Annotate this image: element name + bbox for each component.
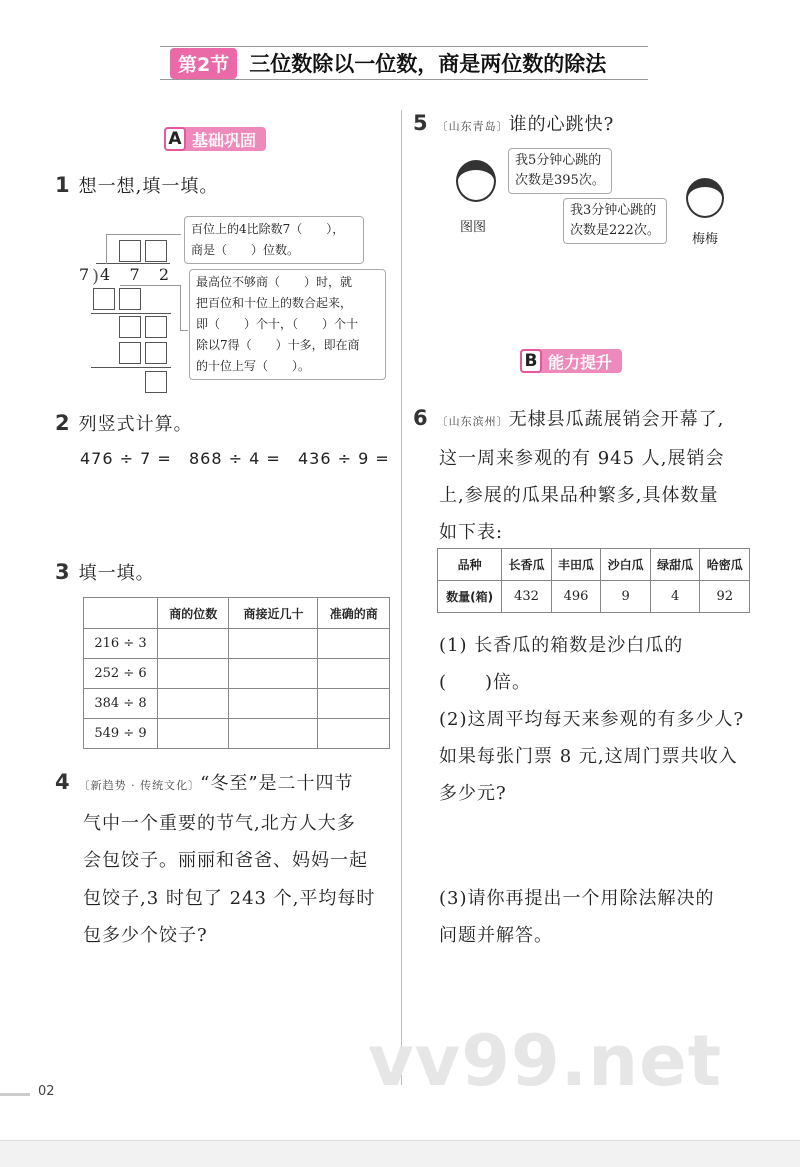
text: 百位上的4比除数7（ ）， — [191, 222, 345, 236]
element — [55, 764, 375, 805]
answer-box[interactable] — [119, 342, 141, 364]
question-3 — [55, 559, 155, 585]
text: 4 — [650, 581, 700, 613]
element — [438, 549, 750, 613]
section-badge: 第2节 — [170, 48, 237, 79]
text: 549 ÷ 9 — [84, 719, 158, 749]
element — [91, 313, 171, 314]
blank-cell[interactable] — [229, 719, 318, 749]
text: 次数是222次。 — [570, 223, 660, 238]
text: 5 — [413, 111, 429, 135]
text: 包多少个饺子? — [83, 925, 208, 946]
watermark: vv99.net — [368, 1020, 723, 1102]
divisor: 7 — [79, 265, 91, 284]
element — [120, 285, 180, 286]
text: (2)这周平均每天来参观的有多少人? — [439, 709, 745, 730]
question-2 — [55, 410, 193, 436]
text: 〔山东滨州〕 — [436, 415, 509, 428]
text: ( )倍。 — [439, 672, 532, 693]
blank-cell[interactable] — [318, 689, 390, 719]
blank-cell[interactable] — [229, 689, 318, 719]
level-b-header — [520, 349, 622, 373]
element — [84, 598, 390, 629]
column-divider — [401, 110, 402, 1085]
blank-cell[interactable] — [318, 629, 390, 659]
element — [180, 285, 181, 330]
boy-speech-bubble — [508, 148, 612, 194]
answer-box[interactable] — [119, 288, 141, 310]
text: 384 ÷ 8 — [84, 689, 158, 719]
text: 谁的心跳快? — [508, 114, 615, 135]
text: 数量(箱) — [438, 581, 502, 613]
element — [84, 659, 390, 689]
question-number: 1 — [55, 173, 71, 197]
blank-cell[interactable] — [158, 659, 229, 689]
text: 〔山东青岛〕 — [436, 120, 509, 133]
element — [106, 234, 107, 264]
division-bracket: ) — [92, 266, 100, 287]
answer-box[interactable] — [119, 240, 141, 262]
bottom-band — [0, 1140, 800, 1167]
text: 包饺子,3 时包了 243 个,平均每时 — [83, 887, 376, 909]
level-a-header — [164, 127, 266, 151]
expression: 476 ÷ 7 = — [80, 449, 172, 468]
text: 〔新趋势 · 传统文化〕 — [78, 779, 201, 792]
text: 7 — [129, 265, 141, 284]
text: 商的位数 — [158, 598, 229, 629]
element — [96, 263, 170, 264]
text: 列竖式计算。 — [78, 414, 193, 435]
text: 2 — [158, 265, 171, 284]
blank-cell[interactable] — [318, 659, 390, 689]
boy-name: 图图 — [460, 220, 487, 235]
level-b-title: 能力提升 — [548, 352, 613, 372]
text: 3 — [55, 560, 71, 584]
girl-name: 梅梅 — [692, 232, 719, 247]
girl-speech-bubble — [563, 198, 667, 244]
text: 我3分钟心跳的 — [570, 203, 657, 218]
text: 准确的商 — [318, 598, 390, 629]
blank-cell[interactable] — [318, 719, 390, 749]
question-text: 想一想,填一填。 — [78, 176, 219, 197]
sub-question-3 — [439, 880, 715, 954]
dividend — [100, 265, 170, 284]
answer-box[interactable] — [145, 342, 167, 364]
text: 432 — [502, 581, 552, 613]
element — [438, 581, 750, 613]
girl-illustration — [686, 178, 724, 218]
text: “冬至”是二十四节 — [200, 773, 354, 794]
fill-table — [83, 597, 390, 749]
question-1 — [55, 172, 218, 198]
element — [84, 719, 390, 749]
answer-box[interactable] — [93, 288, 115, 310]
section-header — [160, 46, 648, 80]
text: 无棣县瓜蔬展销会开幕了, — [508, 409, 725, 430]
text: 会包饺子。丽丽和爸爸、妈妈一起 — [83, 850, 368, 871]
blank-cell[interactable] — [158, 689, 229, 719]
text: 这一周来参观的有 945 人,展销会 — [439, 448, 725, 469]
question-4 — [55, 764, 375, 955]
text: 把百位和十位上的数合起来， — [196, 296, 353, 310]
text — [84, 598, 158, 629]
text: 即（ ）个十，（ ）个十 — [196, 317, 359, 331]
element — [84, 629, 390, 659]
question-5 — [413, 110, 614, 136]
text: 气中一个重要的节气,北方人大多 — [83, 812, 356, 834]
text: 如下表: — [439, 522, 504, 543]
level-a-letter: A — [164, 127, 186, 151]
text: 除以7得（ ）十多，即在商 — [196, 338, 360, 352]
text: 商是（ ）位数。 — [191, 243, 300, 257]
text: 最高位不够商（ ）时，就 — [196, 275, 353, 289]
text: 我5分钟心跳的 — [515, 153, 602, 168]
page-number-bar — [0, 1093, 30, 1096]
text: 沙白瓜 — [601, 549, 651, 581]
element — [180, 330, 188, 331]
text: 如果每张门票 8 元,这周门票共收入 — [439, 746, 738, 767]
melon-table — [437, 548, 750, 613]
text: 多少元? — [439, 783, 507, 804]
answer-box[interactable] — [119, 316, 141, 338]
text: 496 — [551, 581, 601, 613]
text: 92 — [700, 581, 750, 613]
expression: 868 ÷ 4 = — [189, 449, 281, 468]
text: 6 — [413, 406, 429, 430]
page-number: 02 — [38, 1084, 55, 1099]
blank-cell[interactable] — [158, 719, 229, 749]
text: 次数是395次。 — [515, 173, 605, 188]
text: 商接近几十 — [229, 598, 318, 629]
text: 2 — [55, 411, 71, 435]
hint-box-1 — [184, 216, 364, 264]
blank-cell[interactable] — [229, 659, 318, 689]
text: 的十位上写（ ）。 — [196, 359, 311, 373]
level-a-title: 基础巩固 — [192, 130, 257, 150]
text: 252 ÷ 6 — [84, 659, 158, 689]
element — [413, 400, 725, 440]
text: 4 — [55, 770, 71, 794]
question-6 — [413, 400, 725, 551]
element — [106, 234, 181, 235]
hint-box-2 — [189, 269, 386, 380]
answer-box[interactable] — [145, 371, 167, 393]
text: 9 — [601, 581, 651, 613]
answer-box[interactable] — [145, 240, 167, 262]
blank-cell[interactable] — [229, 629, 318, 659]
element — [84, 689, 390, 719]
level-b-letter: B — [520, 349, 542, 373]
boy-illustration — [456, 160, 496, 202]
text: 绿甜瓜 — [650, 549, 700, 581]
text: (3)请你再提出一个用除法解决的 — [439, 888, 715, 909]
answer-box[interactable] — [145, 316, 167, 338]
blank-cell[interactable] — [158, 629, 229, 659]
text: 品种 — [438, 549, 502, 581]
text: 4 — [100, 265, 112, 284]
text: 长香瓜 — [502, 549, 552, 581]
text: 填一填。 — [78, 563, 155, 584]
element — [438, 549, 750, 581]
section-title: 三位数除以一位数，商是两位数的除法 — [249, 52, 607, 76]
element — [91, 367, 171, 368]
text: (1) 长香瓜的箱数是沙白瓜的 — [439, 635, 684, 656]
text: 丰田瓜 — [551, 549, 601, 581]
text: 哈密瓜 — [700, 549, 750, 581]
text: 问题并解答。 — [439, 925, 553, 946]
element — [84, 598, 390, 749]
text: 上,参展的瓜果品种繁多,具体数量 — [439, 485, 719, 506]
sub-question-2 — [439, 701, 744, 812]
text: 216 ÷ 3 — [84, 629, 158, 659]
expression: 436 ÷ 9 = — [298, 449, 390, 468]
sub-question-1 — [439, 627, 683, 701]
